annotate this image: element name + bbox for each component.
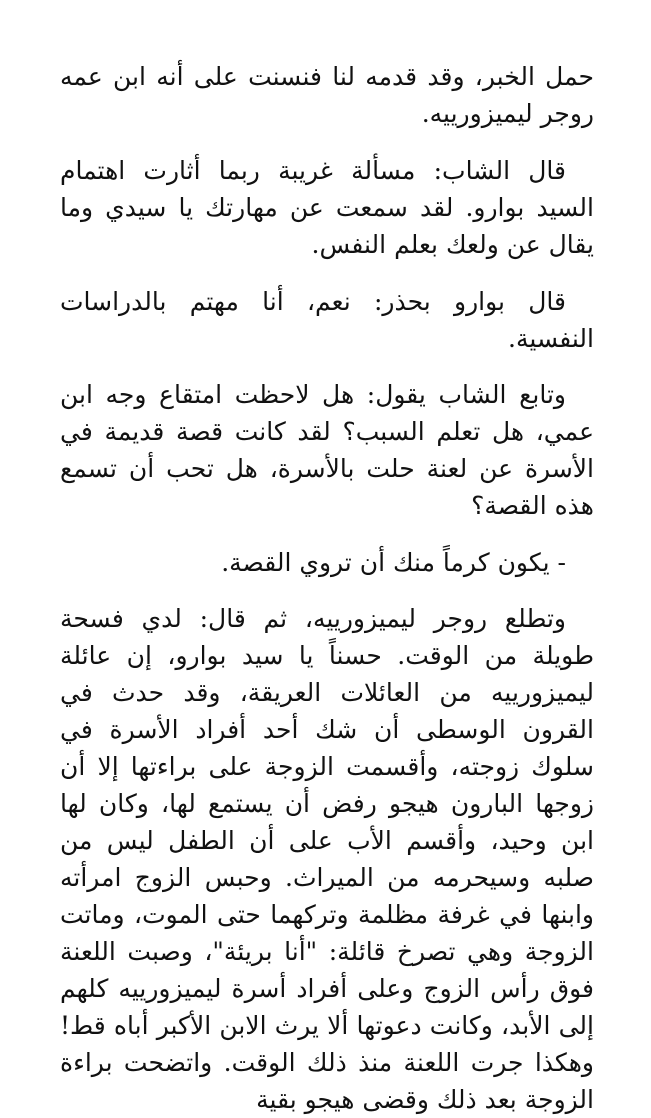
paragraph-3: قال بوارو بحذر: نعم، أنا مهتم بالدراسات النفسية. [60, 287, 594, 353]
paragraph-6: وتطلع روجر ليميزورييه، ثم قال: لدي فسحة طويلة من الوقت. حسناً يا سيد بوارو، إن عائلة ليميزورييه من العائلات العريقة، وقد حدث في القرون الوسطى أن شك أحد أفراد الأسرة في سلوك زوجته، وأقسمت الزوجة على براءتها إلا أن زوجها البارون هيجو رفض أن يستمع لها، وكان لها ابن وحيد، وأقسم الأب على أن الطفل ليس من صلبه وسيحرمه من الميراث. وحبس الزوج امرأته وابنها في غرفة مظلمة وتركهما حتى الموت، وماتت الزوجة وهي تصرخ قائلة: "أنا بريئة"، وصبت اللعنة فوق رأس الزوج وعلى أفراد أسرة ليميزورييه كلهم إلى الأبد، وكانت دعوتها ألا يرث الابن الأكبر أباه قط! وهكذا جرت اللعنة منذ ذلك الوقت. واتضحت براءة الزوجة بعد ذلك وقضى هيجو بقية [60, 604, 594, 1114]
paragraph-5: - يكون كرماً منك أن تروي القصة. [221, 548, 566, 577]
paragraph-2: قال الشاب: مسألة غريبة ربما أثارت اهتمام السيد بوارو. لقد سمعت عن مهارتك يا سيدي وما يقال عن ولعك بعلم النفس. [60, 156, 594, 259]
paragraph-4: وتابع الشاب يقول: هل لاحظت امتقاع وجه ابن عمي، هل تعلم السبب؟ لقد كانت قصة قديمة في الأسرة عن لعنة حلت بالأسرة، هل تحب أن تسمع هذه القصة؟ [60, 380, 594, 520]
paragraph-1: حمل الخبر، وقد قدمه لنا فنسنت على أنه ابن عمه روجر ليميزورييه. [60, 62, 594, 128]
